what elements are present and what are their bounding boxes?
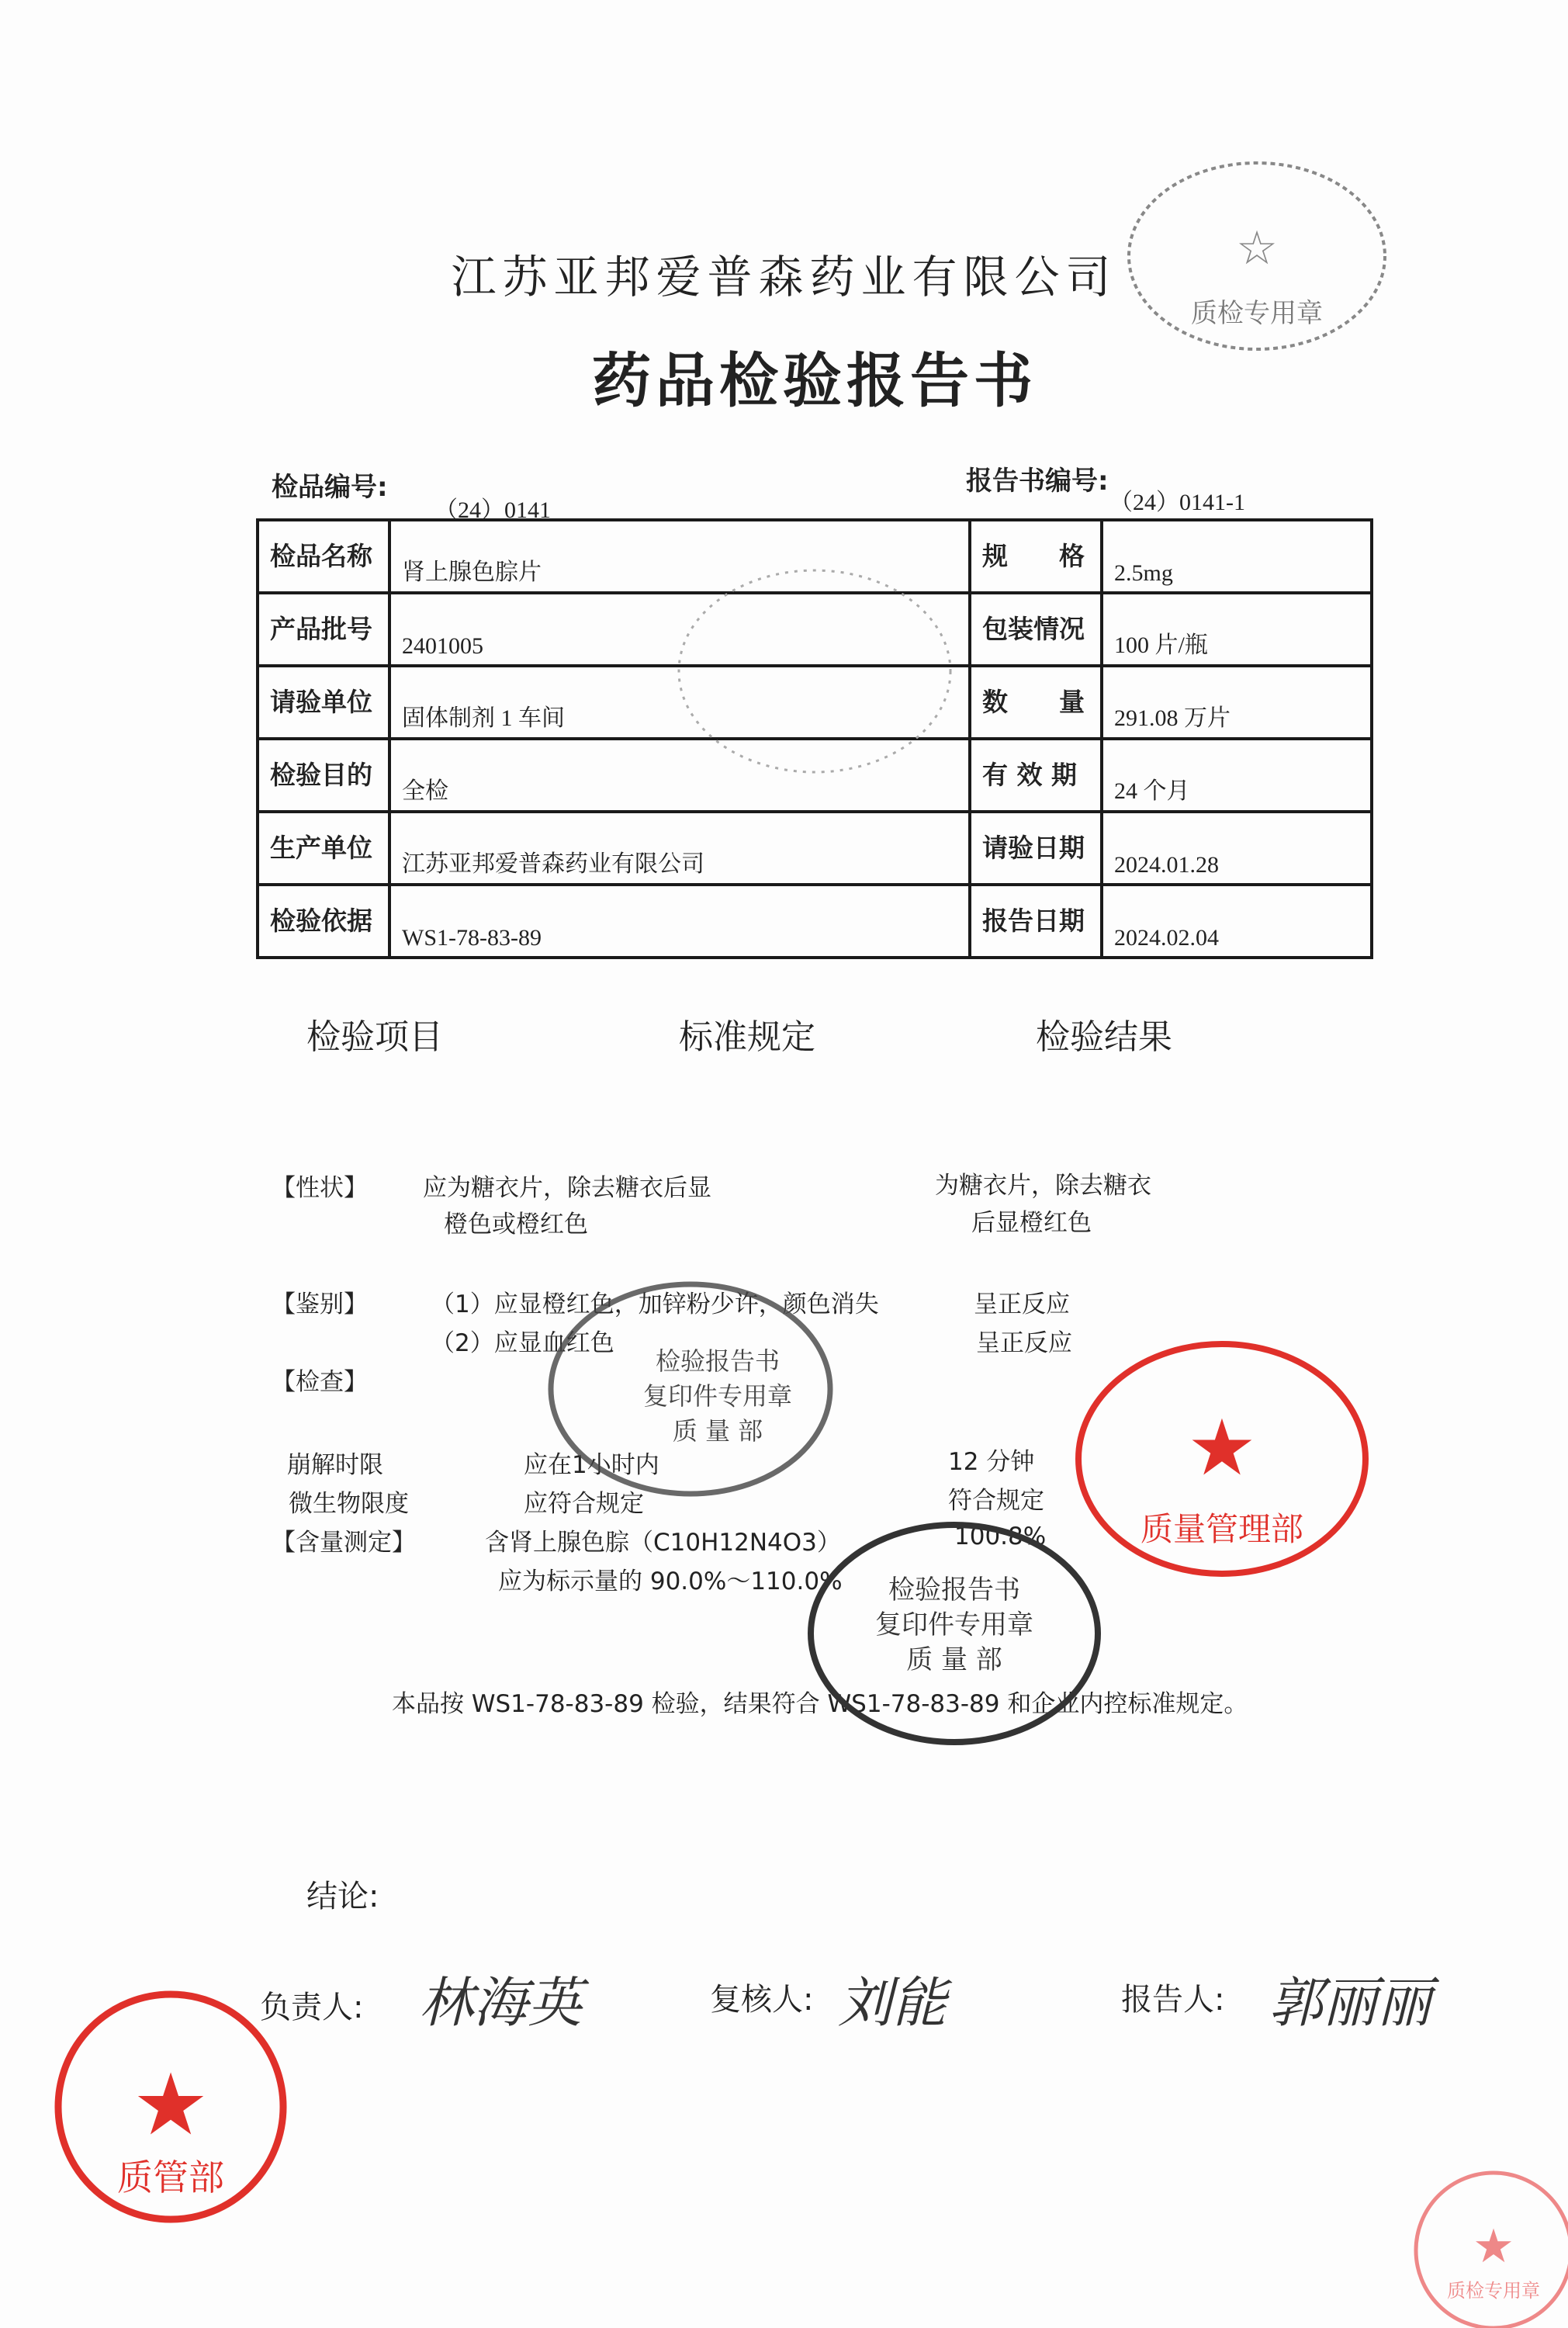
- svg-text:质量管理部: 质量管理部: [1140, 1510, 1304, 1548]
- svg-text:质 量 部: 质 量 部: [672, 1416, 763, 1446]
- field-value: WS1-78-83-89: [389, 885, 970, 958]
- star-icon: ★: [1187, 1402, 1257, 1493]
- field-label: 检验目的: [258, 739, 389, 812]
- field-label: 有 效 期: [970, 739, 1102, 812]
- summary-statement: 本品按 WS1-78-83-89 检验，结果符合 WS1-78-83-89 和企业内控标准规定。: [392, 1690, 1248, 1718]
- appearance-std-1: 应为糖衣片，除去糖衣后显: [423, 1174, 711, 1202]
- svg-text:检验报告书: 检验报告书: [888, 1575, 1020, 1606]
- field-label: 报告日期: [970, 885, 1102, 958]
- appearance-std-2: 橙色或橙红色: [444, 1211, 588, 1238]
- faded-stamp-table: [667, 559, 962, 784]
- appearance-res-1: 为糖衣片，除去糖衣: [935, 1172, 1151, 1200]
- assay-std-1: 含肾上腺色腙（C10H12N4O3）: [485, 1529, 841, 1557]
- identification-res-1: 呈正反应: [974, 1290, 1070, 1318]
- star-icon: ★: [1473, 2219, 1514, 2274]
- responsible-label: 负责人:: [260, 1990, 364, 2025]
- sample-no-label: 检品编号:: [272, 472, 388, 503]
- info-row: [258, 812, 1372, 885]
- responsible-signature: 林海英: [419, 1971, 582, 2035]
- column-standard: 标准规定: [679, 1017, 815, 1057]
- field-label: 检验依据: [258, 885, 389, 958]
- identification-std-2: （2）应显血红色: [431, 1329, 614, 1357]
- distributor-stamp-2: [799, 1513, 1109, 1754]
- conclusion-label: 结论:: [306, 1879, 379, 1914]
- star-icon: ☆: [1236, 221, 1278, 275]
- red-stamp-right: [1067, 1335, 1377, 1583]
- sample-no: （24）0141: [434, 497, 551, 523]
- field-value: 2.5mg: [1102, 520, 1372, 593]
- qc-stamp-top-right: [1125, 140, 1389, 372]
- reporter-label: 报告人:: [1121, 1982, 1225, 2018]
- svg-text:质管部: 质管部: [117, 2157, 224, 2198]
- microbial-label: 微生物限度: [289, 1490, 409, 1518]
- report-no-label: 报告书编号:: [966, 466, 1109, 497]
- field-label: 产品批号: [258, 593, 389, 666]
- assay-std-2: 应为标示量的 90.0%～110.0%: [498, 1568, 843, 1595]
- inspection-label: 【检查】: [272, 1368, 368, 1396]
- field-value: 肾上腺色腙片: [389, 520, 970, 593]
- appearance-label: 【性状】: [272, 1174, 368, 1202]
- company-name: 江苏亚邦爱普森药业有限公司: [451, 251, 1117, 303]
- column-result: 检验结果: [1036, 1017, 1172, 1057]
- column-item: 检验项目: [306, 1017, 443, 1057]
- field-label: 生产单位: [258, 812, 389, 885]
- red-stamp-bottom: [1408, 2165, 1568, 2328]
- svg-text:质 量 部: 质 量 部: [906, 1644, 1002, 1675]
- microbial-std: 应符合规定: [524, 1490, 644, 1518]
- identification-res-2: 呈正反应: [976, 1329, 1072, 1357]
- microbial-res: 符合规定: [948, 1487, 1044, 1515]
- disintegration-label: 崩解时限: [287, 1451, 383, 1479]
- field-value: 2024.02.04: [1102, 885, 1372, 958]
- field-value: 2024.01.28: [1102, 812, 1372, 885]
- info-row: [258, 885, 1372, 958]
- field-label: 包装情况: [970, 593, 1102, 666]
- field-label: 检品名称: [258, 520, 389, 593]
- svg-text:质检专用章: 质检专用章: [1191, 298, 1323, 329]
- identification-label: 【鉴别】: [272, 1290, 368, 1318]
- svg-text:检验报告书: 检验报告书: [655, 1346, 781, 1376]
- field-label: 请验日期: [970, 812, 1102, 885]
- field-value: 291.08 万片: [1102, 666, 1372, 739]
- reviewer-label: 复核人:: [710, 1982, 814, 2018]
- star-icon: ★: [132, 2055, 209, 2154]
- field-value: 24 个月: [1102, 739, 1372, 812]
- field-value: 固体制剂 1 车间: [389, 666, 970, 739]
- distributor-stamp-1: [535, 1273, 846, 1505]
- report-title: 药品检验报告书: [592, 346, 1037, 415]
- field-label: 数 量: [970, 666, 1102, 739]
- svg-text:质检专用章: 质检专用章: [1447, 2280, 1540, 2302]
- assay-res: 100.8%: [954, 1523, 1047, 1550]
- appearance-res-2: 后显橙红色: [971, 1209, 1092, 1237]
- field-label: 请验单位: [258, 666, 389, 739]
- svg-text:复印件专用章: 复印件专用章: [875, 1609, 1033, 1640]
- field-label: 规 格: [970, 520, 1102, 593]
- field-value: 全检: [389, 739, 970, 812]
- field-value: 2401005: [389, 593, 970, 666]
- report-no: （24）0141-1: [1109, 490, 1245, 515]
- disintegration-res: 12 分钟: [948, 1448, 1035, 1476]
- disintegration-std: 应在1小时内: [524, 1451, 659, 1479]
- reporter-signature: 郭丽丽: [1269, 1971, 1431, 2035]
- svg-text:复印件专用章: 复印件专用章: [642, 1381, 793, 1411]
- assay-label: 【含量测定】: [272, 1529, 416, 1557]
- field-value: 江苏亚邦爱普森药业有限公司: [389, 812, 970, 885]
- red-stamp-left: [50, 1987, 291, 2227]
- reviewer-signature: 刘能: [838, 1971, 947, 2035]
- field-value: 100 片/瓶: [1102, 593, 1372, 666]
- identification-std-1: （1）应显橙红色，加锌粉少许，颜色消失: [431, 1290, 879, 1318]
